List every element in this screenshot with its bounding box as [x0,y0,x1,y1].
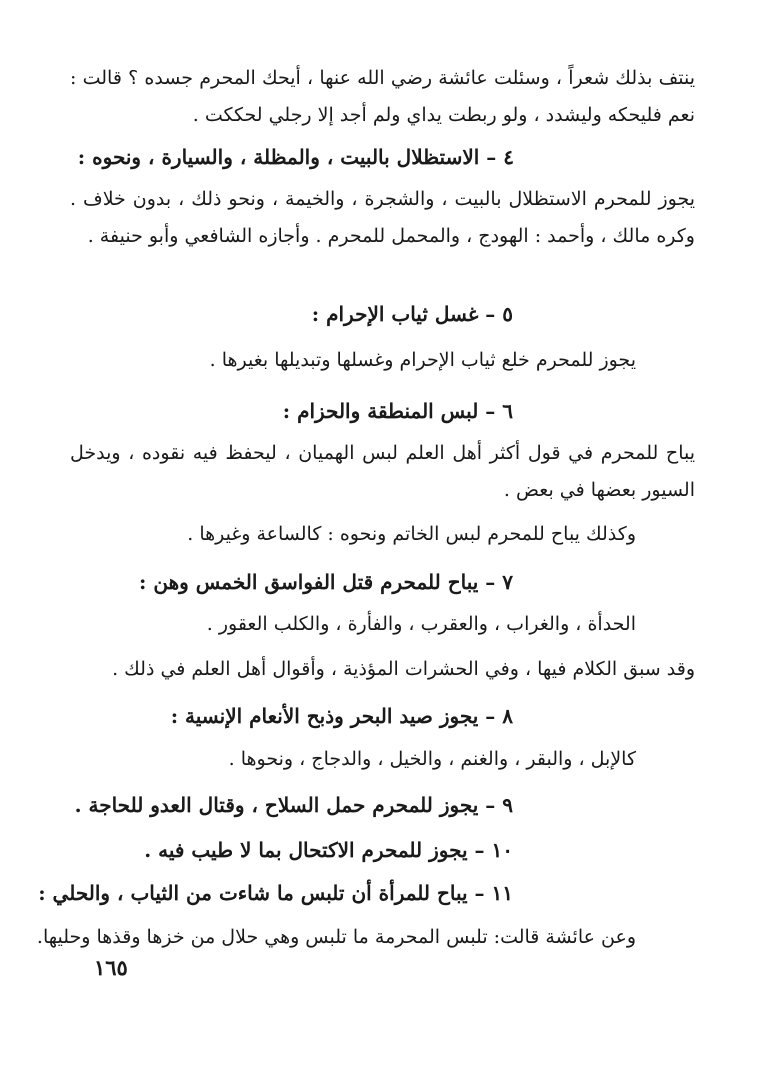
heading-number: ٨ [502,704,513,728]
paragraph-belt: يباح للمحرم في قول أكثر أهل العلم لبس الهميان ، ليحفظ فيه نقوده ، ويدخل السيور بعضها في بعض . [70,442,695,501]
heading-text: الاستظلال بالبيت ، والمظلة ، والسيارة ، ونحوه : [77,145,480,169]
heading-text: يباح للمحرم قتل الفواسق الخمس وهن : [139,570,479,594]
heading-number: ٧ [502,570,513,594]
heading-dash: – [485,399,496,423]
heading-dash: – [474,838,485,862]
heading-9 [75,788,513,822]
heading-text: يجوز للمحرم حمل السلاح ، وقتال العدو للحاجة . [74,793,479,817]
heading-dash: – [485,704,496,728]
paragraph-ring: وكذلك يباح للمحرم لبس الخاتم ونحوه : كالساعة وغيرها . [187,523,636,545]
heading-dash: – [485,302,496,326]
heading-number: ١٠ [491,838,513,862]
heading-8 [171,699,513,733]
heading-text: غسل ثياب الإحرام : [311,302,479,326]
paragraph-insects: وقد سبق الكلام فيها ، وفي الحشرات المؤذية ، وأقوال أهل العلم في ذلك . [112,658,695,680]
heading-text: يجوز للمحرم الاكتحال بما لا طيب فيه . [144,838,468,862]
heading-text: يجوز صيد البحر وذبح الأنعام الإنسية : [170,704,479,728]
paragraph-intro: ينتف بذلك شعراً ، وسئلت عائشة رضي الله عنها ، أيحك المحرم جسده ؟ قالت : نعم فليحكه وليشدد ، ولو ربطت يداي ولم أجد إلا رجلي لحككت . [70,67,695,126]
paragraph-shade: يجوز للمحرم الاستظلال بالبيت ، والشجرة ، والخيمة ، ونحو ذلك ، بدون خلاف . وكره مالك ، وأحمد : الهودج ، والمحمل للمحرم . وأجازه الشافعي وأبو حنيفة . [70,188,695,247]
heading-dash: – [486,145,497,169]
heading-text: لبس المنطقة والحزام : [282,399,479,423]
heading-number: ٤ [503,145,514,169]
paragraph-livestock: كالإبل ، والبقر ، والغنم ، والخيل ، والدجاج ، ونحوها . [228,748,636,770]
paragraph-aisha: وعن عائشة قالت: تلبس المحرمة ما تلبس وهي حلال من خزها وقذها وحليها. [36,926,636,948]
heading-6 [283,394,513,428]
heading-number: ١١ [491,881,513,905]
heading-number: ٦ [502,399,513,423]
heading-dash: – [485,793,496,817]
heading-text: يباح للمرأة أن تلبس ما شاءت من الثياب ، والحلي : [38,881,468,905]
heading-number: ٥ [502,302,513,326]
heading-7 [139,565,513,599]
page-number: ١٦٥ [94,955,128,980]
heading-5 [312,297,513,331]
heading-dash: – [474,881,485,905]
paragraph-washing: يجوز للمحرم خلع ثياب الإحرام وغسلها وتبديلها بغيرها . [209,349,636,371]
heading-4 [78,140,514,174]
heading-dash: – [485,570,496,594]
heading-11 [38,876,513,910]
heading-10 [144,833,513,867]
paragraph-five-pests: الحدأة ، والغراب ، والعقرب ، والفأرة ، والكلب العقور . [206,613,636,635]
heading-number: ٩ [502,793,513,817]
